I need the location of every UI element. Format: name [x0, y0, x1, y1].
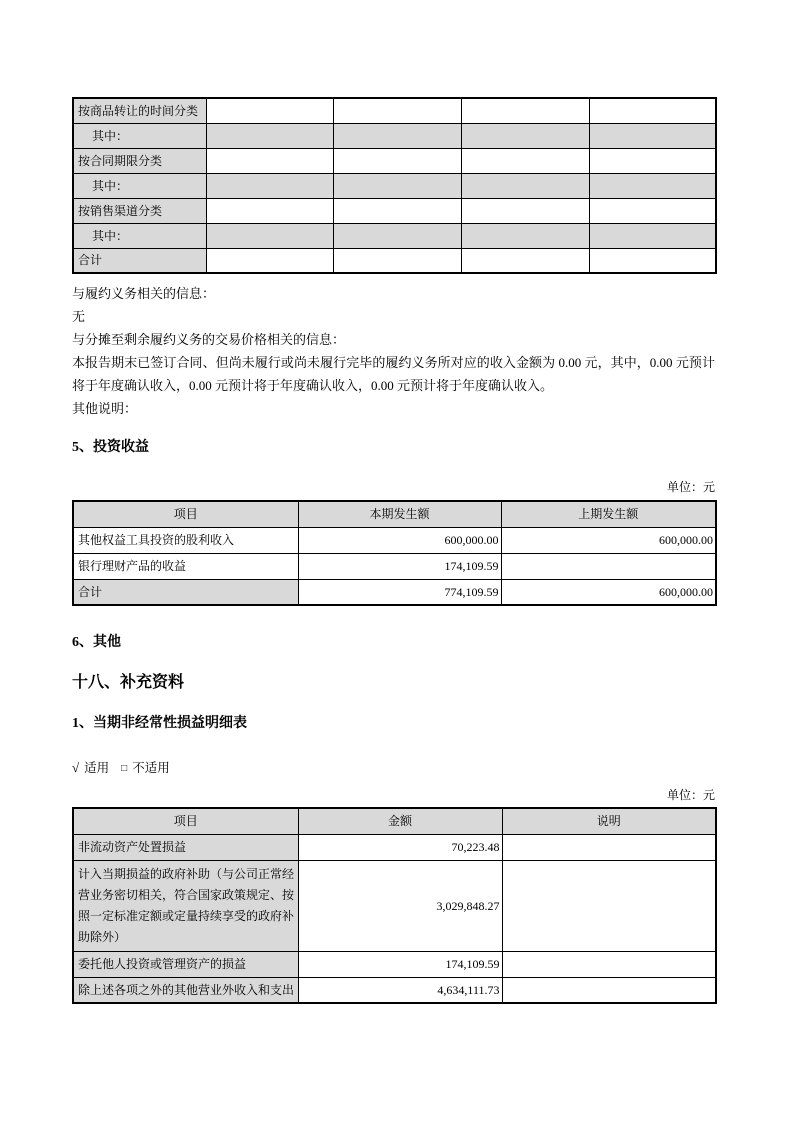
- row-label-cell: 除上述各项之外的其他营业外收入和支出: [73, 977, 298, 1003]
- table-row: [73, 198, 716, 223]
- row-label-cell: 计入当期损益的政府补助（与公司正常经营业务密切相关，符合国家政策规定、按照一定标准定额或定量持续享受的政府补助除外）: [73, 860, 298, 951]
- empty-cell: [206, 223, 333, 248]
- empty-cell: [333, 173, 461, 198]
- row-label-cell: 银行理财产品的收益: [73, 553, 298, 579]
- empty-cell: [589, 173, 716, 198]
- section5-heading: 5、投资收益: [72, 440, 149, 455]
- check-mark-icon: √: [72, 760, 80, 775]
- empty-cell: [461, 173, 589, 198]
- column-header: 上期发生额: [501, 501, 716, 527]
- empty-cell: [589, 198, 716, 223]
- notes-block: [72, 282, 715, 420]
- note-cell: [502, 977, 716, 1003]
- row-label-cell: 按销售渠道分类: [73, 198, 206, 223]
- page-content: [72, 0, 715, 1004]
- row-label-cell: 按合同期限分类: [73, 148, 206, 173]
- empty-cell: [206, 148, 333, 173]
- table-row: [73, 951, 716, 977]
- table-row: [73, 553, 716, 579]
- empty-cell: [589, 223, 716, 248]
- other-notes-label: 其他说明：: [72, 401, 138, 416]
- applicability-line: [72, 760, 715, 777]
- table-row: [73, 148, 716, 173]
- empty-cell: [206, 123, 333, 148]
- sub1-heading: 1、当期非经常性损益明细表: [72, 716, 247, 731]
- empty-cell: [461, 223, 589, 248]
- column-header: 项目: [73, 808, 298, 834]
- empty-cell: [206, 98, 333, 123]
- amount-cell: 3,029,848.27: [298, 860, 502, 951]
- table-row: [73, 834, 716, 860]
- not-applicable-label: 不适用: [132, 761, 170, 775]
- remaining-price-info-label: 与分摊至剩余履约义务的交易价格相关的信息：: [72, 332, 346, 347]
- investment-income-table: [72, 500, 717, 606]
- amount-cell: [501, 553, 716, 579]
- empty-cell: [589, 248, 716, 273]
- row-label-cell: 其中：: [73, 223, 206, 248]
- row-label-cell: 其中：: [73, 173, 206, 198]
- column-header: 说明: [502, 808, 716, 834]
- empty-cell: [461, 248, 589, 273]
- revenue-classification-table: [72, 97, 717, 274]
- row-label-cell: 委托他人投资或管理资产的损益: [73, 951, 298, 977]
- note-cell: [502, 860, 716, 951]
- row-label-cell: 其他权益工具投资的股利收入: [73, 527, 298, 553]
- table-row: [73, 173, 716, 198]
- obligation-info-label: 与履约义务相关的信息：: [72, 286, 216, 301]
- amount-cell: 4,634,111.73: [298, 977, 502, 1003]
- column-header: 金额: [298, 808, 502, 834]
- amount-cell: 174,109.59: [298, 951, 502, 977]
- table-header-row: [73, 501, 716, 527]
- note-cell: [502, 834, 716, 860]
- row-label-cell: 其中：: [73, 123, 206, 148]
- table-row: [73, 223, 716, 248]
- amount-cell: 600,000.00: [298, 527, 501, 553]
- none-text: 无: [72, 309, 86, 324]
- empty-cell: [206, 173, 333, 198]
- section6-heading: 6、其他: [72, 635, 121, 650]
- amount-cell: 70,223.48: [298, 834, 502, 860]
- amount-cell: 774,109.59: [298, 579, 501, 605]
- empty-cell: [206, 248, 333, 273]
- empty-cell: [333, 148, 461, 173]
- column-header: 本期发生额: [298, 501, 501, 527]
- table-row: [73, 248, 716, 273]
- empty-cell: [333, 123, 461, 148]
- amount-cell: 600,000.00: [501, 579, 716, 605]
- total-row-label-cell: 合计: [73, 579, 298, 605]
- table-row: [73, 527, 716, 553]
- empty-cell: [461, 198, 589, 223]
- amount-cell: 600,000.00: [501, 527, 716, 553]
- amount-cell: 174,109.59: [298, 553, 501, 579]
- table-row: [73, 860, 716, 951]
- table-row: [73, 579, 716, 605]
- table-header-row: [73, 808, 716, 834]
- empty-cell: [333, 98, 461, 123]
- table-row: [73, 98, 716, 123]
- empty-cell: [589, 123, 716, 148]
- non-recurring-items-table: [72, 807, 717, 1004]
- unit-label: 单位：元: [666, 480, 715, 494]
- empty-cell: [589, 148, 716, 173]
- empty-checkbox-icon: □: [121, 763, 128, 774]
- column-header: 项目: [73, 501, 298, 527]
- section18-heading: 十八、补充资料: [72, 674, 185, 691]
- row-label-cell: 合计: [73, 248, 206, 273]
- row-label-cell: 按商品转让的时间分类: [73, 98, 206, 123]
- note-cell: [502, 951, 716, 977]
- empty-cell: [461, 98, 589, 123]
- empty-cell: [461, 123, 589, 148]
- remaining-obligation-paragraph: 本报告期末已签订合同、但尚未履行或尚未履行完毕的履约义务所对应的收入金额为 0.00 元，其中，0.00 元预计将于年度确认收入，0.00 元预计将于年度确认收入，0.00 元预计将于年度确认收入。: [72, 355, 715, 393]
- unit-label: 单位：元: [666, 788, 715, 802]
- empty-cell: [333, 223, 461, 248]
- empty-cell: [333, 198, 461, 223]
- empty-cell: [333, 248, 461, 273]
- table-row: [73, 123, 716, 148]
- empty-cell: [206, 198, 333, 223]
- row-label-cell: 非流动资产处置损益: [73, 834, 298, 860]
- table-row: [73, 977, 716, 1003]
- empty-cell: [461, 148, 589, 173]
- empty-cell: [589, 98, 716, 123]
- applicable-label: 适用: [84, 761, 110, 775]
